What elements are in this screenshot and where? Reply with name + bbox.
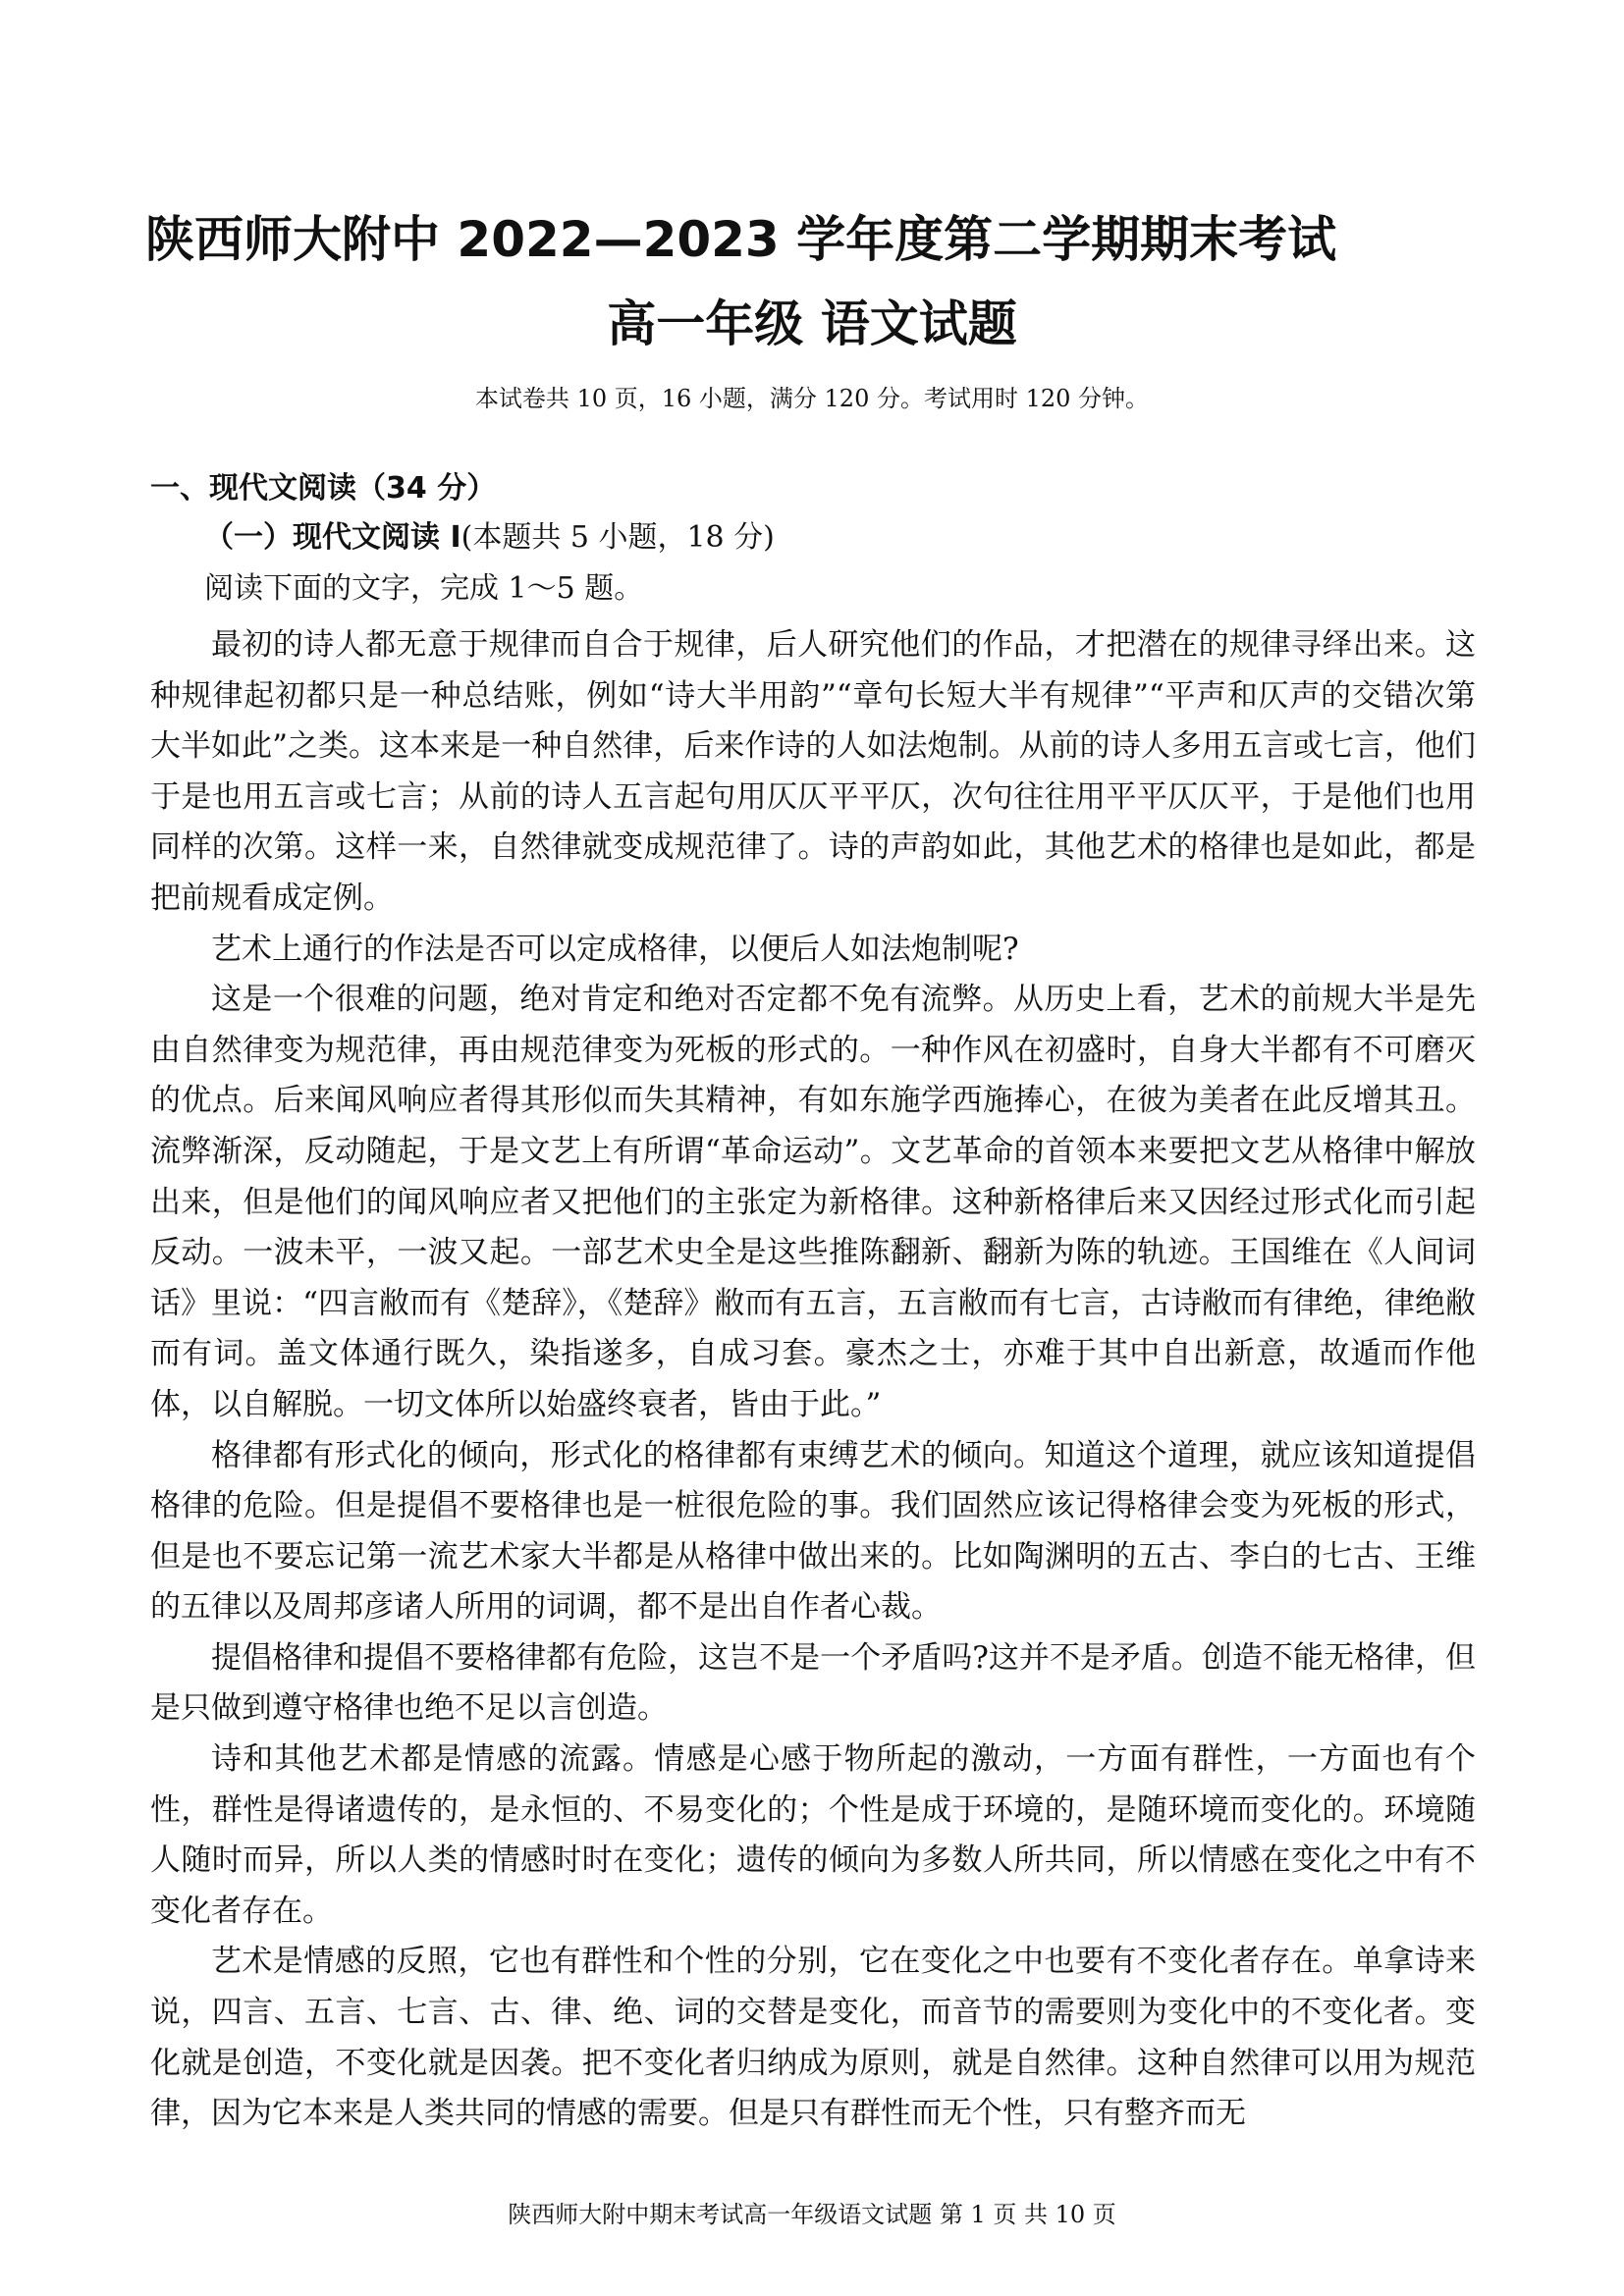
article-paragraph: 诗和其他艺术都是情感的流露。情感是心感于物所起的激动，一方面有群性，一方面也有个性，群性是得诸遗传的，是永恒的、不易变化的；个性是成于环境的，是随环境而变化的。环境随人随时而异，所以人类的情感时时在变化；遗传的倾向为多数人所共同，所以情感在变化之中有不变化者存在。	[150, 1741, 1476, 1929]
article-paragraph: 艺术上通行的作法是否可以定成格律，以便后人如法炮制呢?	[211, 931, 1019, 967]
subsection-heading	[204, 518, 775, 558]
exam-subtitle: 高一年级 语文试题	[607, 295, 1017, 352]
exam-title: 陕西师大附中 2022—2023 学年度第二学期期末考试	[145, 211, 1337, 268]
article-body	[150, 620, 1476, 2140]
subsection-note: (本题共 5 小题，18 分)	[460, 520, 775, 555]
article-paragraph: 这是一个很难的问题，绝对肯定和绝对否定都不免有流弊。从历史上看，艺术的前规大半是先由自然律变为规范律，再由规范律变为死板的形式的。一种作风在初盛时，自身大半都有不可磨灭的优点。后来闻风响应者得其形似而失其精神，有如东施学西施捧心，在彼为美者在此反增其丑。流弊渐深，反动随起，于是文艺上有所谓“革命运动”。文艺革命的首领本来要把文艺从格律中解放出来，但是他们的闻风响应者又把他们的主张定为新格律。这种新格律后来又因经过形式化而引起反动。一波未平，一波又起。一部艺术史全是这些推陈翻新、翻新为陈的轨迹。王国维在《人间词话》里说：“四言敝而有《楚辞》，《楚辞》敝而有五言，五言敝而有七言，古诗敝而有律绝，律绝敝而有词。盖文体通行既久，染指遂多，自成习套。豪杰之士，亦难于其中自出新意，故遁而作他体，以自解脱。一切文体所以始盛终衰者，皆由于此。”	[150, 982, 1476, 1422]
article-paragraph: 提倡格律和提倡不要格律都有危险，这岂不是一个矛盾吗?这并不是矛盾。创造不能无格律，但是只做到遵守格律也绝不足以言创造。	[150, 1639, 1476, 1727]
reading-instruction: 阅读下面的文字，完成 1～5 题。	[204, 571, 644, 606]
exam-info: 本试卷共 10 页，16 小题，满分 120 分。考试用时 120 分钟。	[474, 385, 1150, 412]
section-heading: 一、现代文阅读（34 分）	[150, 471, 497, 506]
article-paragraph: 格律都有形式化的倾向，形式化的格律都有束缚艺术的倾向。知道这个道理，就应该知道提倡格律的危险。但是提倡不要格律也是一桩很危险的事。我们固然应该记得格律会变为死板的形式，但是也不要忘记第一流艺术家大半都是从格律中做出来的。比如陶渊明的五古、李白的七古、王维的五律以及周邦彦诸人所用的词调，都不是出自作者心裁。	[150, 1437, 1476, 1626]
subsection-title: （一）现代文阅读 I	[204, 520, 461, 555]
article-paragraph: 最初的诗人都无意于规律而自合于规律，后人研究他们的作品，才把潜在的规律寻绎出来。这种规律起初都只是一种总结账，例如“诗大半用韵”“章句长短大半有规律”“平声和仄声的交错次第大半如此”之类。这本来是一种自然律，后来作诗的人如法炮制。从前的诗人多用五言或七言，他们于是也用五言或七言；从前的诗人五言起句用仄仄平平仄，次句往往用平平仄仄平，于是他们也用同样的次第。这样一来，自然律就变成规范律了。诗的声韵如此，其他艺术的格律也是如此，都是把前规看成定例。	[150, 627, 1476, 916]
article-paragraph: 艺术是情感的反照，它也有群性和个性的分别，它在变化之中也要有不变化者存在。单拿诗来说，四言、五言、七言、古、律、绝、词的交替是变化，而音节的需要则为变化中的不变化者。变化就是创造，不变化就是因袭。把不变化者归纳成为原则，就是自然律。这种自然律可以用为规范律，因为它本来是人类共同的情感的需要。但是只有群性而无个性，只有整齐而无	[150, 1944, 1476, 2132]
page-footer: 陕西师大附中期末考试高一年级语文试题 第 1 页 共 10 页	[508, 2201, 1116, 2228]
